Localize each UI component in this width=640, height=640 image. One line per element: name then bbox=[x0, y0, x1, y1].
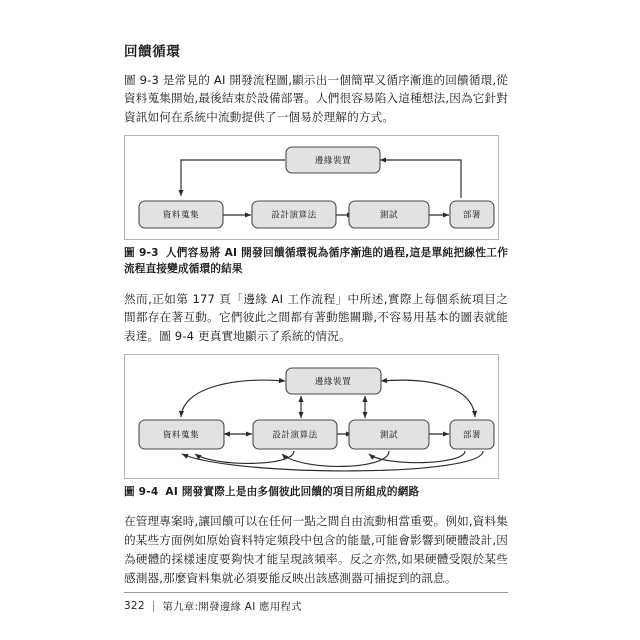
figure-9-4-frame bbox=[124, 354, 499, 479]
connector-testing-back-to-design-area bbox=[282, 451, 389, 466]
figure-9-3-caption-number: 圖 9-3 bbox=[124, 246, 159, 259]
node-design-algorithm-label: 設計演算法 bbox=[272, 430, 318, 441]
figure-9-3-caption-text: 人們容易將 AI 開發回饋循環視為循序漸進的過程,這是單純把線性工作流程直接變成循環的結果 bbox=[124, 246, 508, 276]
node-testing-label: 測試 bbox=[379, 430, 399, 441]
figure-9-4-diagram bbox=[125, 355, 498, 478]
figure-9-3 bbox=[124, 135, 508, 278]
spacer-2 bbox=[124, 500, 508, 512]
figure-9-4-caption-number: 圖 9-4 bbox=[124, 486, 159, 499]
connector-deployment-back-to-testing bbox=[369, 451, 465, 463]
footer-chapter-title: 第九章:開發邊緣 AI 應用程式 bbox=[162, 601, 302, 613]
figure-9-4-caption-text: AI 開發實際上是由多個彼此回饋的項目所組成的網路 bbox=[165, 486, 420, 499]
page-content bbox=[124, 44, 508, 588]
node-design-algorithm-label: 設計演算法 bbox=[271, 210, 317, 221]
node-testing-label: 測試 bbox=[379, 210, 399, 221]
figure-9-4 bbox=[124, 354, 508, 500]
node-data-collection-label: 資料蒐集 bbox=[162, 430, 200, 441]
paragraph-intro: 圖 9-3 是常見的 AI 開發流程圖,顯示出一個簡單又循序漸進的回饋循環,從資料蒐集開始,最後結束於設備部署。人們很容易陷入這種想法,因為它針對資訊如何在系統中流動提供了一個易於理解的方式。 bbox=[124, 72, 508, 125]
connector-edge-data-arc bbox=[181, 380, 285, 417]
node-deployment-label: 部署 bbox=[462, 210, 482, 221]
footer-page-number: 322 bbox=[124, 599, 145, 612]
footer-divider bbox=[124, 592, 508, 593]
connector-deployment-back-to-data bbox=[182, 451, 483, 471]
connector-edge-to-data bbox=[181, 160, 285, 196]
figure-9-3-diagram bbox=[125, 136, 498, 239]
connector-edge-deployment-arc bbox=[381, 380, 475, 417]
figure-9-4-caption bbox=[124, 484, 508, 500]
node-data-collection-label: 資料蒐集 bbox=[162, 210, 200, 221]
paragraph-closing: 在管理專案時,讓回饋可以在任何一點之間自由流動相當重要。例如,資料集的某些方面例如原始資料特定頻段中包含的能量,可能會影響到硬體設計,因為硬體的採樣速度要夠快才能呈現該頻率。反之亦然,如果硬體受限於某些感測器,那麼資料集就必須要能反映出該感測器可捕捉到的訊息。 bbox=[124, 514, 508, 585]
paragraph-middle: 然而,正如第 177 頁「邊緣 AI 工作流程」中所述,實際上每個系統項目之間都存在著互動。它們彼此之間都有著動態關聯,不容易用基本的圖表就能表達。圖 9-4 更真實地顯示了系統的情況。 bbox=[124, 291, 508, 344]
figure-9-3-caption bbox=[124, 245, 508, 278]
node-edge-device-label: 邊緣裝置 bbox=[314, 155, 352, 166]
page-footer bbox=[124, 598, 508, 613]
page-title: 回饋循環 bbox=[124, 44, 181, 60]
connector-deployment-to-edge bbox=[380, 160, 461, 198]
node-deployment-label: 部署 bbox=[462, 430, 482, 441]
spacer bbox=[124, 278, 508, 290]
figure-9-3-frame bbox=[124, 135, 499, 240]
node-edge-device-label: 邊緣裝置 bbox=[314, 377, 352, 388]
footer-separator: | bbox=[151, 599, 156, 612]
